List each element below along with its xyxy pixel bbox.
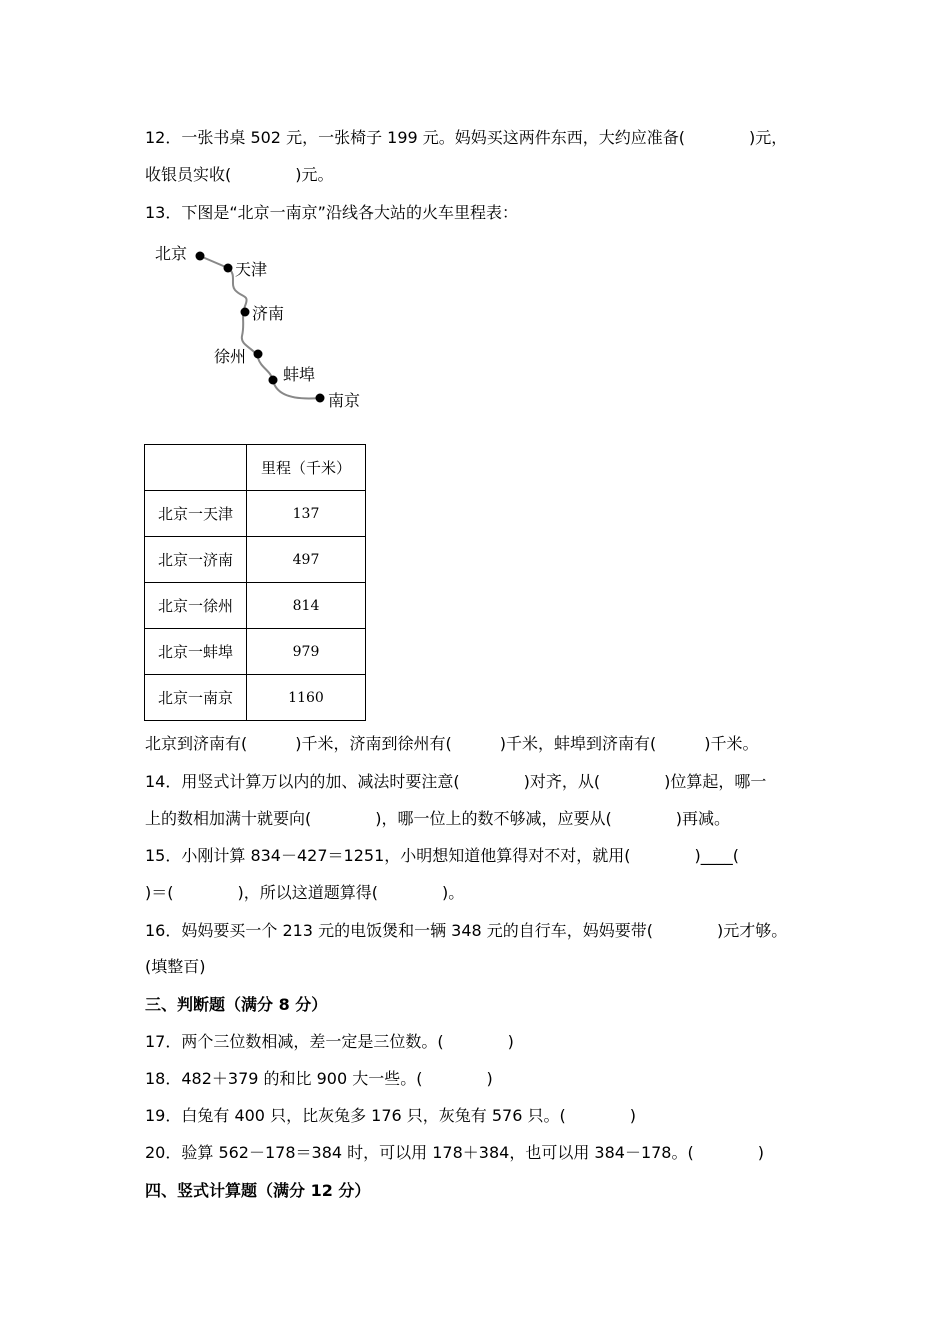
q15-line1: 15．小刚计算 834－427＝1251，小明想知道他算得对不对，就用( )____(	[145, 846, 739, 865]
station-dot-bengbu	[269, 376, 278, 385]
q16-line1: 16．妈妈要买一个 213 元的电饭煲和一辆 348 元的自行车，妈妈要带( )元才够。	[145, 921, 788, 940]
station-label-nanjing: 南京	[328, 391, 361, 410]
q13-question: 北京到济南有( )千米，济南到徐州有( )千米，蚌埠到济南有( )千米。	[145, 734, 759, 753]
q12-line2: 收银员实收( )元。	[145, 165, 334, 184]
station-dot-tianjin	[224, 264, 233, 273]
station-label-beijing: 北京	[155, 244, 188, 263]
km-cell: 137	[247, 491, 366, 537]
q18: 18．482＋379 的和比 900 大一些。( )	[145, 1069, 493, 1088]
km-cell: 1160	[247, 675, 366, 721]
route-cell: 北京一徐州	[145, 583, 247, 629]
table-row	[145, 675, 366, 721]
table-row	[145, 491, 366, 537]
table-row	[145, 537, 366, 583]
station-label-xuzhou: 徐州	[214, 347, 247, 366]
station-dot-nanjing	[316, 394, 325, 403]
q20: 20．验算 562－178＝384 时，可以用 178＋384，也可以用 384－178。( )	[145, 1143, 764, 1162]
km-cell: 979	[247, 629, 366, 675]
railway-route-map	[145, 236, 375, 416]
q15-line2: )＝( )，所以这道题算得( )。	[145, 883, 465, 902]
table-row	[145, 583, 366, 629]
route-cell: 北京一天津	[145, 491, 247, 537]
station-dot-xuzhou	[254, 350, 263, 359]
mileage-table	[144, 444, 366, 721]
station-label-tianjin: 天津	[235, 260, 268, 279]
km-cell: 814	[247, 583, 366, 629]
route-cell: 北京一济南	[145, 537, 247, 583]
q14-line1: 14．用竖式计算万以内的加、减法时要注意( )对齐，从( )位算起，哪一	[145, 772, 767, 791]
q14-line2: 上的数相加满十就要向( )，哪一位上的数不够减，应要从( )再减。	[145, 809, 730, 828]
q19: 19．白兔有 400 只，比灰兔多 176 只，灰兔有 576 只。( )	[145, 1106, 636, 1125]
table-row	[145, 629, 366, 675]
q12-line1: 12．一张书桌 502 元，一张椅子 199 元。妈妈买这两件东西，大约应准备( )元，	[145, 128, 788, 147]
station-dot-jinan	[241, 308, 250, 317]
table-header-row	[145, 445, 366, 491]
section-3-heading: 三、判断题（满分 8 分）	[145, 995, 328, 1014]
route-cell: 北京一南京	[145, 675, 247, 721]
table-header-mileage: 里程（千米）	[247, 445, 366, 491]
table-header-empty	[145, 445, 247, 491]
station-label-bengbu: 蚌埠	[283, 365, 316, 384]
section-4-heading: 四、竖式计算题（满分 12 分）	[145, 1181, 371, 1200]
km-cell: 497	[247, 537, 366, 583]
station-label-jinan: 济南	[252, 304, 285, 323]
route-cell: 北京一蚌埠	[145, 629, 247, 675]
q17: 17．两个三位数相减，差一定是三位数。( )	[145, 1032, 514, 1051]
station-dot-beijing	[196, 252, 205, 261]
q16-line2: (填整百)	[145, 957, 206, 976]
q13-intro: 13．下图是“北京一南京”沿线各大站的火车里程表：	[145, 203, 518, 222]
